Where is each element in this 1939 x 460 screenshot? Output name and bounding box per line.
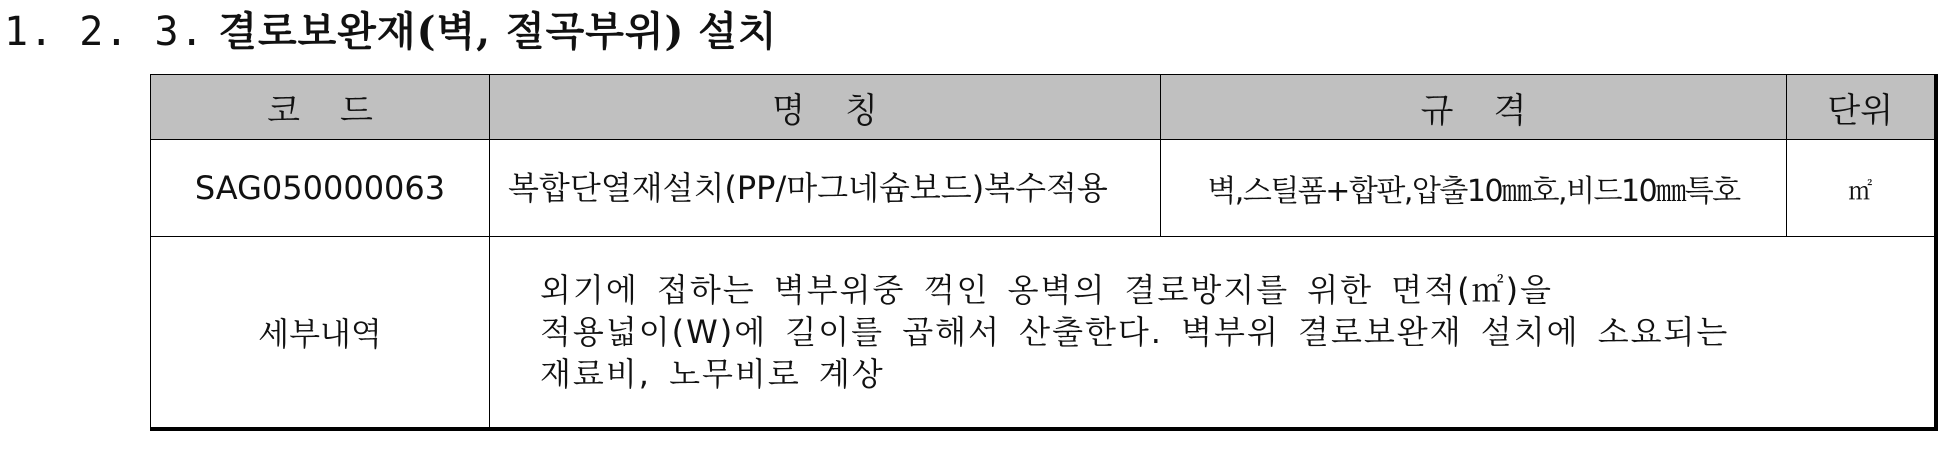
section-heading (4, 8, 777, 56)
header-spec-part1: 규 (1420, 90, 1454, 131)
section-title-suffix: 설치 (698, 8, 778, 55)
table-row (151, 140, 1936, 237)
header-name-part2: 칭 (845, 90, 878, 131)
detail-label: 세부내역 (151, 237, 490, 430)
section-title: 결로보완재(벽, 절곡부위) (218, 8, 685, 55)
header-name-part1: 명 (772, 90, 805, 131)
detail-line-2: 적용넓이(W)에 길이를 곱해서 산출한다. 벽부위 결로보완재 설치에 소요되는 (540, 313, 1730, 351)
spec-table (150, 74, 1938, 431)
detail-line-1: 외기에 접하는 벽부위중 꺽인 옹벽의 결로방지를 위한 면적(㎡)을 (540, 271, 1553, 309)
item-code: SAG050000063 (151, 140, 490, 237)
detail-description (490, 237, 1936, 430)
header-name (490, 75, 1161, 140)
section-number: 1. 2. 3. (4, 9, 205, 55)
header-spec (1161, 75, 1787, 140)
detail-line-3: 재료비, 노무비로 계상 (540, 355, 885, 393)
header-code-part2: 드 (340, 90, 373, 131)
header-spec-part2: 격 (1493, 90, 1527, 131)
detail-row (151, 237, 1936, 430)
header-unit: 단위 (1787, 75, 1936, 140)
table-header-row (151, 75, 1936, 140)
header-code (151, 75, 490, 140)
item-spec: 벽,스틸폼+합판,압출10㎜호,비드10㎜특호 (1161, 140, 1787, 237)
item-unit: ㎡ (1787, 140, 1936, 237)
header-code-part1: 코 (267, 90, 300, 131)
item-name: 복합단열재설치(PP/마그네슘보드)복수적용 (490, 140, 1161, 237)
